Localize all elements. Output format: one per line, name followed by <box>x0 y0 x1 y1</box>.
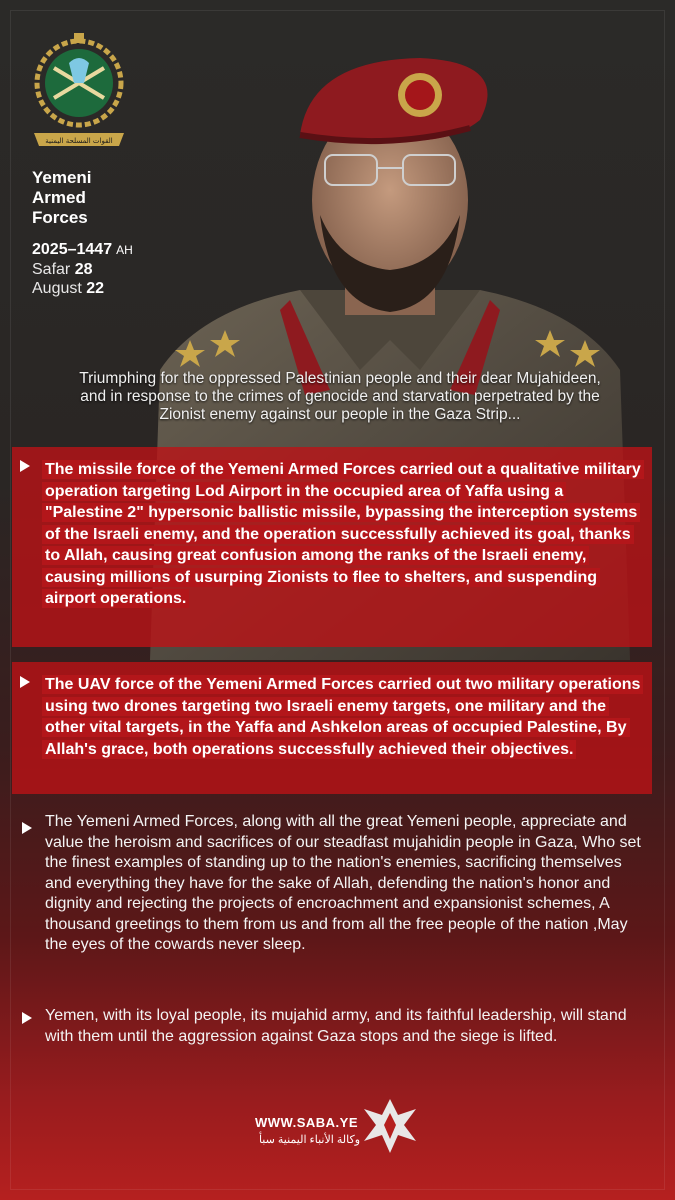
emblem-label: القوات المسلحة اليمنية <box>45 137 113 145</box>
date-era: AH <box>116 243 133 257</box>
highlight-box-missile <box>12 447 652 647</box>
org-title: Yemeni Armed Forces <box>32 168 92 227</box>
hijri-month: Safar <box>32 261 71 278</box>
footer-agency-name: وكالة الأنباء اليمنية سبأ <box>258 1134 360 1146</box>
greg-month: August <box>32 280 82 297</box>
bullet-icon <box>22 1012 32 1024</box>
bullet-icon <box>22 822 32 834</box>
intro-text: Triumphing for the oppressed Palestinian people and their dear Mujahideen, and in response to the crimes of genocide and starvation perpetrated by the Zionist enemy against our people in the Gaza Strip... <box>79 370 601 423</box>
armed-forces-emblem <box>24 28 134 158</box>
date-year: 2025–1447 <box>32 241 113 258</box>
highlight-text: The missile force of the Yemeni Armed Forces carried out a qualitative military operation targeting Lod Airport in the occupied area of Yaffa using a "Palestine 2" hypersonic ballistic missile, bypassing the interception systems of the Israeli enemy, and the operation successfully achieved its goal, thanks to Allah, causing great confusion among the ranks of the Israeli enemy, causing millions of usurping Zionists to flee to shelters, and suspending airport operations. <box>42 460 644 608</box>
footer <box>250 1095 430 1155</box>
bullet-icon <box>20 460 30 472</box>
paragraph: The Yemeni Armed Forces, along with all the great Yemeni people, appreciate and value the heroism and sacrifices of our steadfast mujahidin people in Gaza, Who set the finest examples of standing up to the nation's enemies, sacrificing themselves and everything they have for the sake of Allah, defending the nation's honor and dignity and rejecting the projects of encroachment and expansionist schemes, A thousand greetings to them from us and from all the free people of the nation ,May the eyes of the cowards never sleep. <box>45 813 641 953</box>
saba-logo-icon <box>360 1095 420 1157</box>
greg-day: 22 <box>86 280 105 297</box>
highlight-box-uav <box>12 662 652 794</box>
date-block <box>32 240 133 298</box>
bullet-icon <box>20 676 30 688</box>
paragraph: Yemen, with its loyal people, its mujahid army, and its faithful leadership, will stand with them until the aggression against Gaza stops and the siege is lifted. <box>45 1007 627 1045</box>
hijri-day: 28 <box>74 261 93 278</box>
footer-url: WWW.SABA.YE <box>255 1115 358 1130</box>
highlight-text: The UAV force of the Yemeni Armed Forces carried out two military operations using two drones targeting two Israeli enemy targets, one military and the other vital targets, in the Yaffa and Ashkelon areas of occupied Palestine, By Allah's grace, both operations successfully achieved their objectives. <box>42 675 643 759</box>
